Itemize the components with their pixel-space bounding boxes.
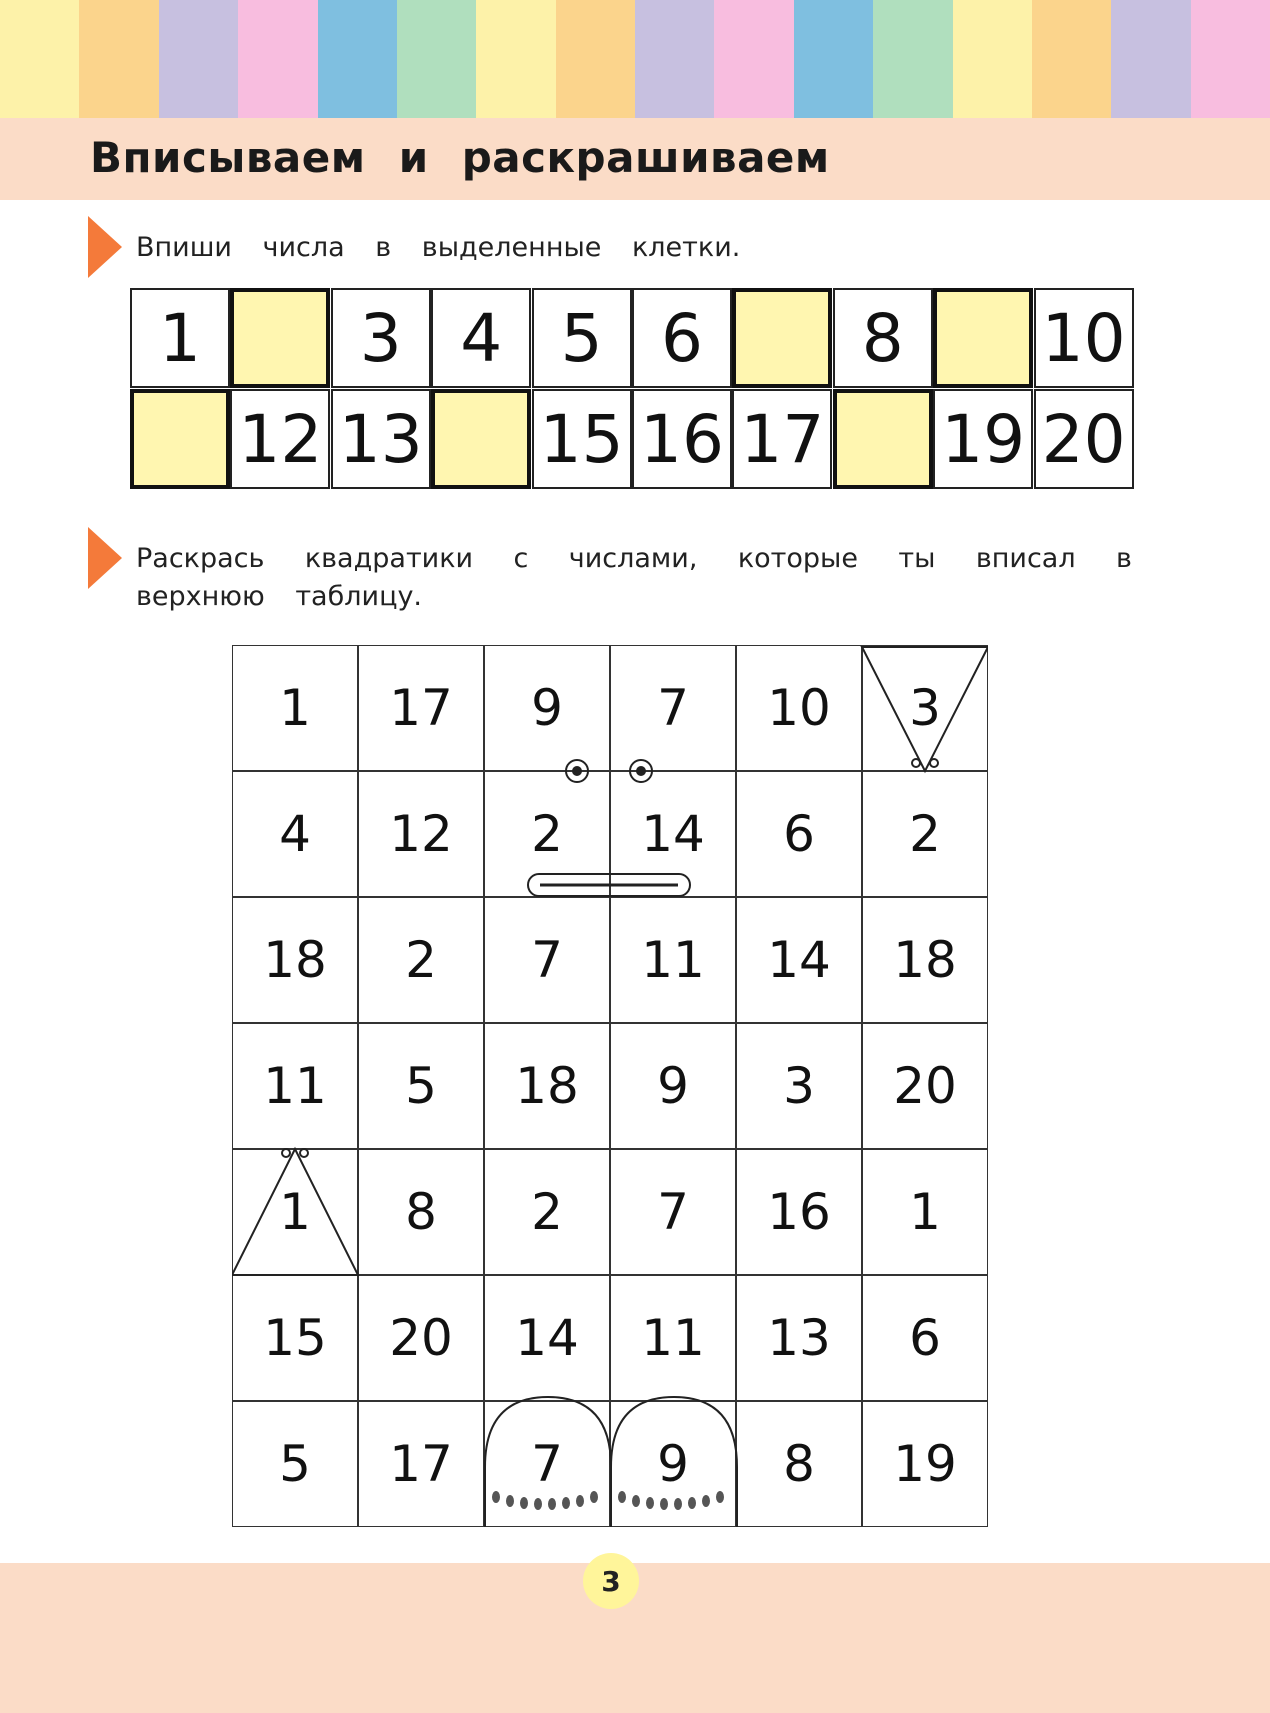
coloring-cell[interactable]: 15 (232, 1275, 358, 1401)
number-cell: 1 (130, 288, 230, 388)
coloring-cell[interactable]: 18 (484, 1023, 610, 1149)
page-title: Вписываем и раскрашиваем (90, 133, 830, 182)
stripe (1032, 0, 1111, 118)
page-number: 3 (583, 1553, 639, 1609)
coloring-cell[interactable]: 13 (736, 1275, 862, 1401)
stripe (873, 0, 952, 118)
coloring-cell[interactable]: 7 (484, 1401, 610, 1527)
coloring-cell[interactable]: 16 (736, 1149, 862, 1275)
coloring-cell[interactable]: 2 (358, 897, 484, 1023)
instruction-word: ты (898, 543, 936, 574)
coloring-cell[interactable]: 18 (862, 897, 988, 1023)
coloring-cell[interactable]: 3 (736, 1023, 862, 1149)
number-cell: 20 (1034, 389, 1134, 489)
number-cell: 6 (632, 288, 732, 388)
blank-number-cell[interactable] (732, 288, 832, 388)
stripe (476, 0, 555, 118)
stripe (159, 0, 238, 118)
instruction-word: квадратики (304, 543, 474, 574)
coloring-cell[interactable]: 14 (736, 897, 862, 1023)
orange-arrow-icon (88, 527, 122, 589)
number-cell: 12 (230, 389, 330, 489)
orange-arrow-icon (88, 216, 122, 278)
coloring-cell[interactable]: 1 (862, 1149, 988, 1275)
coloring-cell[interactable]: 12 (358, 771, 484, 897)
coloring-cell[interactable]: 17 (358, 645, 484, 771)
instruction-color-line1 (136, 540, 1132, 578)
number-cell: 17 (732, 389, 832, 489)
coloring-cell[interactable]: 14 (484, 1275, 610, 1401)
instruction-word: с (513, 543, 529, 574)
coloring-cell[interactable]: 7 (610, 1149, 736, 1275)
coloring-cell[interactable]: 2 (484, 1149, 610, 1275)
instruction-word: которые (737, 543, 858, 574)
coloring-cell[interactable]: 19 (862, 1401, 988, 1527)
stripe (556, 0, 635, 118)
coloring-cell[interactable]: 1 (232, 645, 358, 771)
instruction-word: в (1116, 543, 1132, 574)
coloring-cell[interactable]: 20 (358, 1275, 484, 1401)
blank-number-cell[interactable] (933, 288, 1033, 388)
coloring-cell[interactable]: 8 (736, 1401, 862, 1527)
coloring-cell[interactable]: 1 (232, 1149, 358, 1275)
coloring-cell[interactable]: 14 (610, 771, 736, 897)
stripe (953, 0, 1032, 118)
number-cell: 15 (532, 389, 632, 489)
blank-number-cell[interactable] (431, 389, 531, 489)
stripe (794, 0, 873, 118)
blank-number-cell[interactable] (833, 389, 933, 489)
stripe (714, 0, 793, 118)
stripe (0, 0, 79, 118)
coloring-grid (232, 645, 988, 1527)
coloring-cell[interactable]: 17 (358, 1401, 484, 1527)
instruction-word: Раскрась (136, 543, 265, 574)
stripe (397, 0, 476, 118)
instruction-fill-in: Впиши числа в выделенные клетки. (136, 232, 741, 263)
coloring-cell[interactable]: 18 (232, 897, 358, 1023)
stripe (1111, 0, 1190, 118)
number-cell: 13 (331, 389, 431, 489)
coloring-cell[interactable]: 11 (610, 1275, 736, 1401)
coloring-cell[interactable]: 9 (484, 645, 610, 771)
number-cell: 19 (933, 389, 1033, 489)
coloring-cell[interactable]: 10 (736, 645, 862, 771)
number-cell: 10 (1034, 288, 1134, 388)
number-cell: 4 (431, 288, 531, 388)
coloring-cell[interactable]: 11 (232, 1023, 358, 1149)
coloring-cell[interactable]: 8 (358, 1149, 484, 1275)
coloring-cell[interactable]: 9 (610, 1401, 736, 1527)
coloring-cell[interactable]: 4 (232, 771, 358, 897)
number-cell: 16 (632, 389, 732, 489)
coloring-cell[interactable]: 9 (610, 1023, 736, 1149)
blank-number-cell[interactable] (130, 389, 230, 489)
stripe (1191, 0, 1270, 118)
instruction-color-line2: верхнюю таблицу. (136, 581, 423, 612)
coloring-cell[interactable]: 5 (232, 1401, 358, 1527)
number-cell: 8 (833, 288, 933, 388)
coloring-cell[interactable]: 20 (862, 1023, 988, 1149)
coloring-cell[interactable]: 6 (862, 1275, 988, 1401)
coloring-cell[interactable]: 7 (610, 645, 736, 771)
coloring-cell[interactable]: 2 (484, 771, 610, 897)
number-table (130, 288, 1134, 490)
stripe (79, 0, 158, 118)
coloring-cell[interactable]: 6 (736, 771, 862, 897)
stripe (238, 0, 317, 118)
coloring-cell[interactable]: 2 (862, 771, 988, 897)
number-cell: 3 (331, 288, 431, 388)
stripe (318, 0, 397, 118)
coloring-cell[interactable]: 5 (358, 1023, 484, 1149)
coloring-cell[interactable]: 7 (484, 897, 610, 1023)
coloring-cell[interactable]: 11 (610, 897, 736, 1023)
number-cell: 5 (532, 288, 632, 388)
stripe (635, 0, 714, 118)
decorative-stripes (0, 0, 1270, 118)
instruction-word: числами, (568, 543, 698, 574)
instruction-word: вписал (975, 543, 1076, 574)
blank-number-cell[interactable] (230, 288, 330, 388)
coloring-cell[interactable]: 3 (862, 645, 988, 771)
instruction-color (136, 540, 1132, 616)
